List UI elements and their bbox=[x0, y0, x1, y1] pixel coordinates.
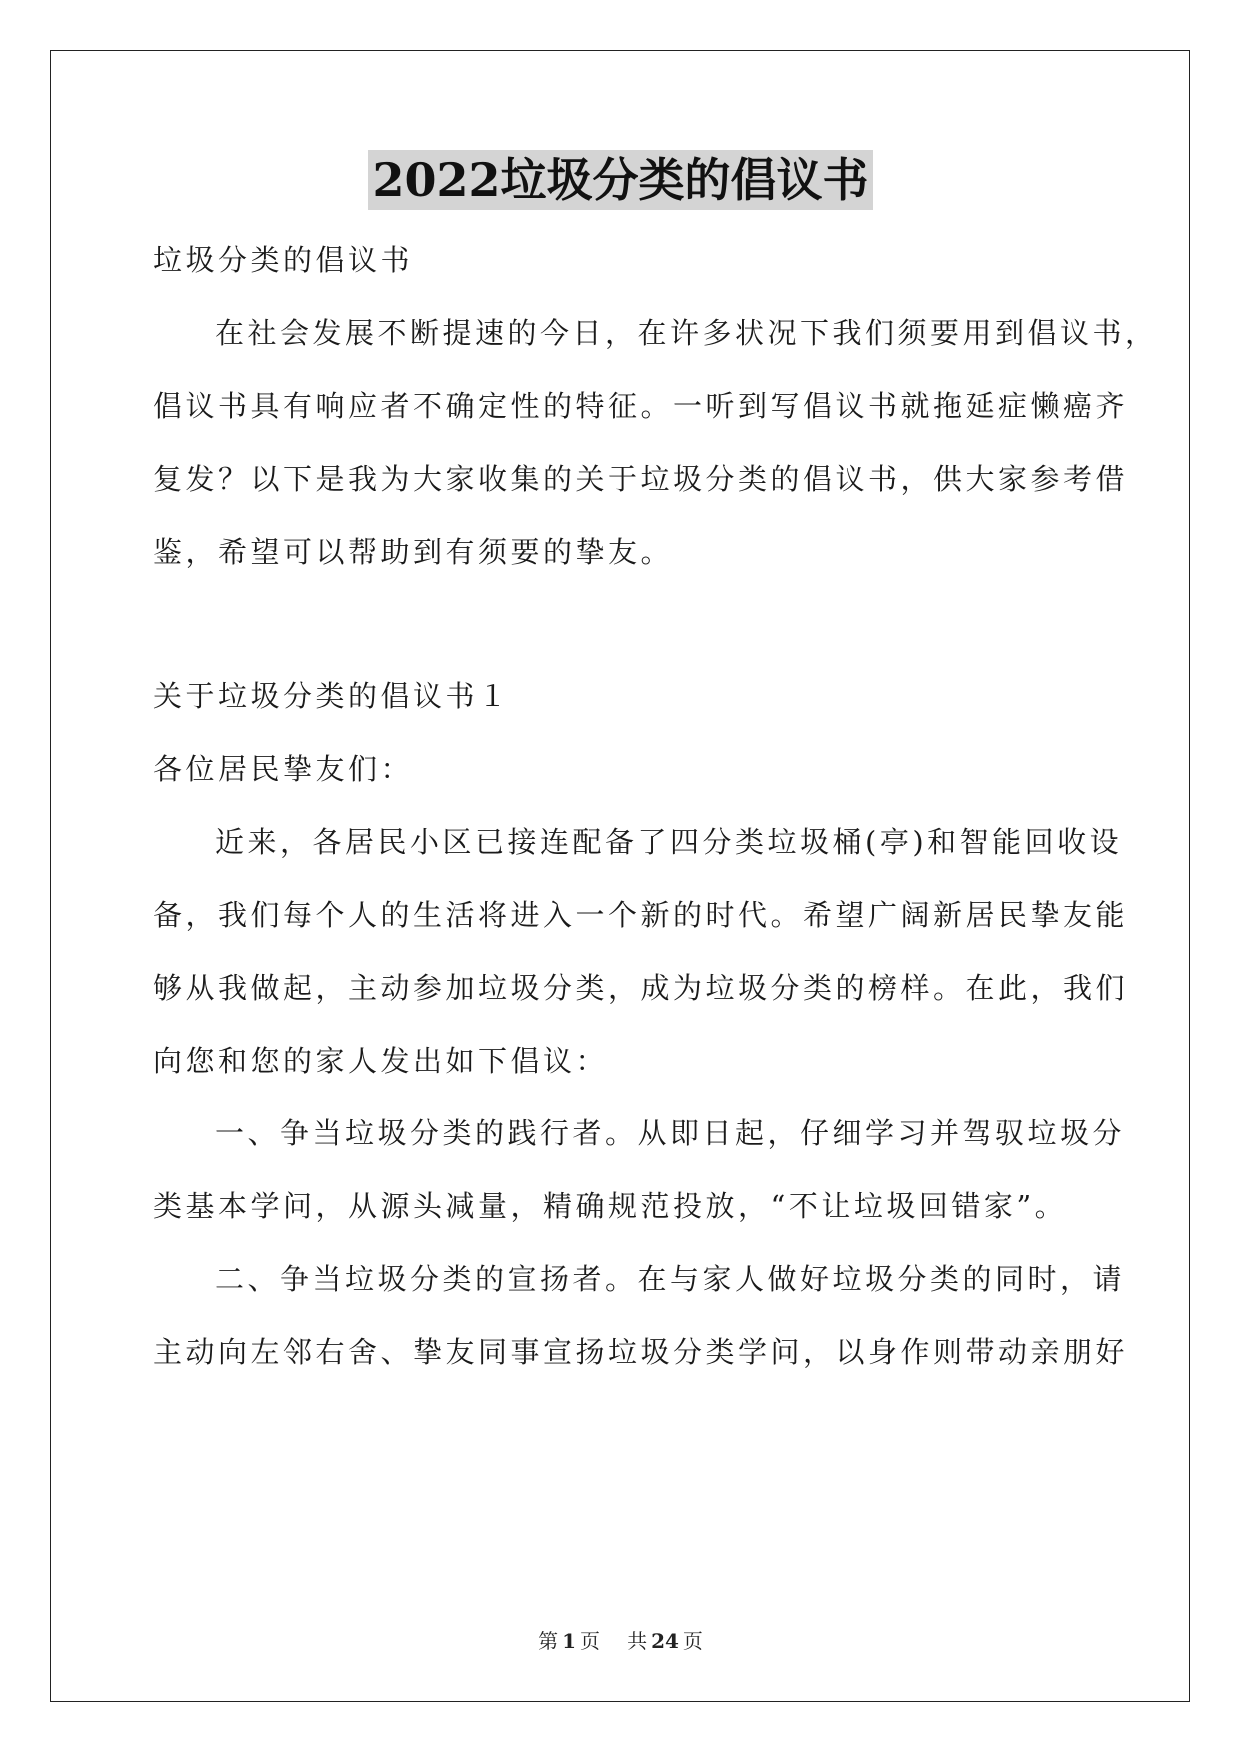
paragraph-line: 向您和您的家人发出如下倡议： bbox=[153, 1044, 609, 1078]
paragraph-line: 近来，各居民小区已接连配备了四分类垃圾桶(亭)和智能回收设 bbox=[215, 825, 1123, 859]
paragraph-line: 备，我们每个人的生活将进入一个新的时代。希望广阔新居民挚友能 bbox=[153, 898, 1129, 932]
paragraph-line: 在社会发展不断提速的今日，在许多状况下我们须要用到倡议书， bbox=[215, 316, 1158, 350]
page-border bbox=[50, 50, 1190, 1702]
page-total: 共 24 页 bbox=[627, 1629, 703, 1653]
paragraph-line: 鉴，希望可以帮助到有须要的挚友。 bbox=[153, 535, 674, 569]
paragraph-line: 类基本学问，从源头减量，精确规范投放，“不让垃圾回错家”。 bbox=[153, 1189, 1068, 1223]
paragraph-line: 主动向左邻右舍、挚友同事宣扬垃圾分类学问，以身作则带动亲朋好 bbox=[153, 1335, 1129, 1369]
title-container bbox=[0, 150, 1241, 210]
paragraph-line: 垃圾分类的倡议书 bbox=[153, 243, 414, 277]
paragraph-line: 复发？以下是我为大家收集的关于垃圾分类的倡议书，供大家参考借 bbox=[153, 462, 1129, 496]
page-footer bbox=[0, 1628, 1241, 1654]
paragraph-line: 一、争当垃圾分类的践行者。从即日起，仔细学习并驾驭垃圾分 bbox=[215, 1116, 1126, 1150]
salutation-line: 各位居民挚友们： bbox=[153, 752, 414, 786]
document-title: 2022垃圾分类的倡议书 bbox=[368, 150, 872, 210]
section-heading: 关于垃圾分类的倡议书１ bbox=[153, 679, 511, 713]
paragraph-line: 倡议书具有响应者不确定性的特征。一听到写倡议书就拖延症懒癌齐 bbox=[153, 389, 1129, 423]
paragraph-line: 二、争当垃圾分类的宣扬者。在与家人做好垃圾分类的同时，请 bbox=[215, 1262, 1126, 1296]
paragraph-line: 够从我做起，主动参加垃圾分类，成为垃圾分类的榜样。在此，我们 bbox=[153, 971, 1129, 1005]
page-number: 第 1 页 bbox=[538, 1629, 600, 1653]
